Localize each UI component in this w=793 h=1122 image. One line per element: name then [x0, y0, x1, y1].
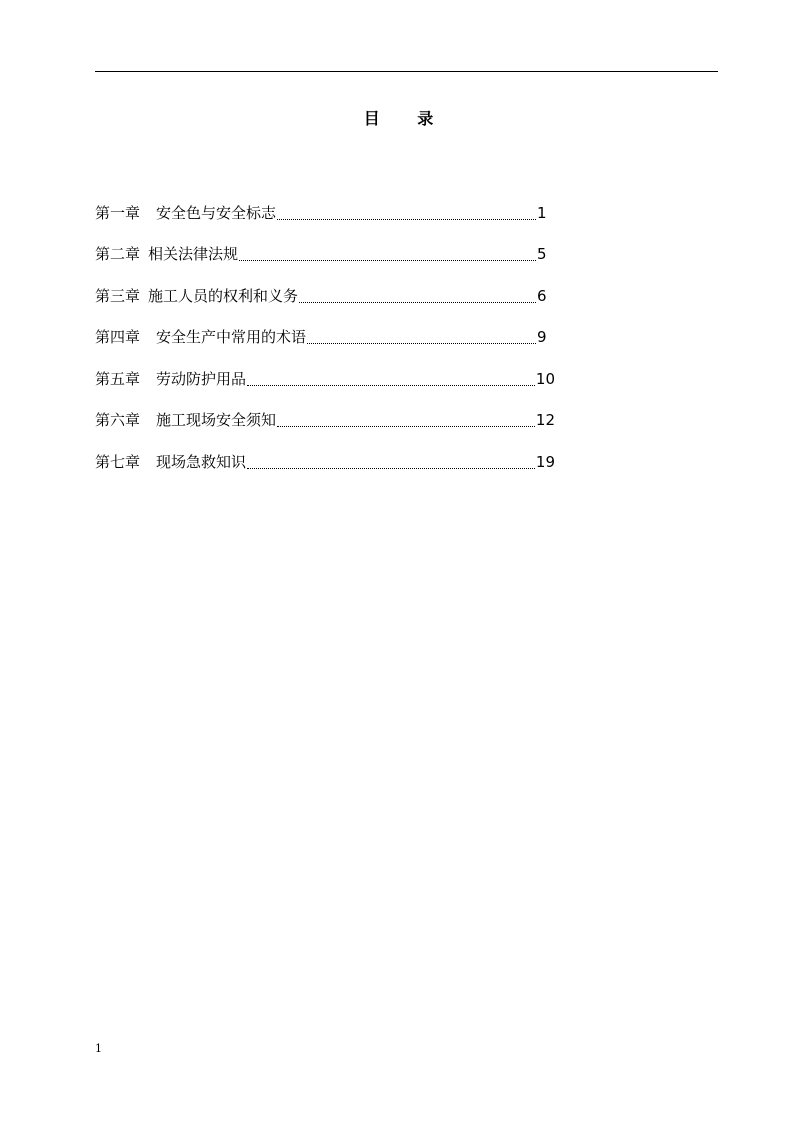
- toc-entry[interactable]: [95, 391, 555, 433]
- toc-entry-title: 安全色与安全标志: [156, 203, 277, 222]
- toc-page-number: 12: [535, 411, 555, 429]
- dot-leader: [307, 343, 536, 344]
- toc-entry-title: 劳动防护用品: [156, 369, 247, 388]
- toc-chapter-label: 第一章: [95, 203, 141, 222]
- toc-page-number: 9: [537, 328, 547, 346]
- dot-leader: [299, 302, 536, 303]
- dot-leader: [239, 260, 536, 261]
- toc-entry[interactable]: [95, 432, 555, 474]
- toc-chapter-label: 第二章: [95, 245, 141, 263]
- toc-title: 目 录: [363, 109, 450, 128]
- toc-entry[interactable]: [95, 225, 555, 267]
- toc-page-number: 10: [535, 369, 555, 388]
- toc-entry[interactable]: [95, 266, 555, 308]
- toc-page-number: 6: [537, 286, 547, 305]
- toc-chapter-label: 第七章: [95, 452, 141, 471]
- toc-list: [95, 183, 555, 474]
- footer-page-number: 1: [95, 1042, 102, 1055]
- toc-entry-title: 相关法律法规: [148, 245, 239, 263]
- toc-chapter-label: 第三章: [95, 286, 141, 305]
- toc-entry[interactable]: [95, 349, 555, 391]
- toc-chapter-label: 第四章: [95, 328, 141, 346]
- toc-entry[interactable]: [95, 308, 555, 350]
- dot-leader: [277, 426, 535, 427]
- toc-page-number: 1: [537, 203, 547, 222]
- toc-entry-title: 施工人员的权利和义务: [148, 286, 299, 305]
- toc-entry-title: 施工现场安全须知: [156, 411, 277, 429]
- toc-page-number: 5: [537, 245, 547, 263]
- dot-leader: [247, 385, 535, 386]
- toc-entry-title: 现场急救知识: [156, 452, 247, 471]
- toc-chapter-label: 第五章: [95, 369, 141, 388]
- toc-page-number: 19: [535, 452, 555, 471]
- dot-leader: [277, 219, 536, 220]
- toc-entry-title: 安全生产中常用的术语: [156, 328, 307, 346]
- header-rule: [95, 71, 718, 72]
- toc-chapter-label: 第六章: [95, 411, 141, 429]
- dot-leader: [247, 468, 535, 469]
- toc-entry[interactable]: [95, 183, 555, 225]
